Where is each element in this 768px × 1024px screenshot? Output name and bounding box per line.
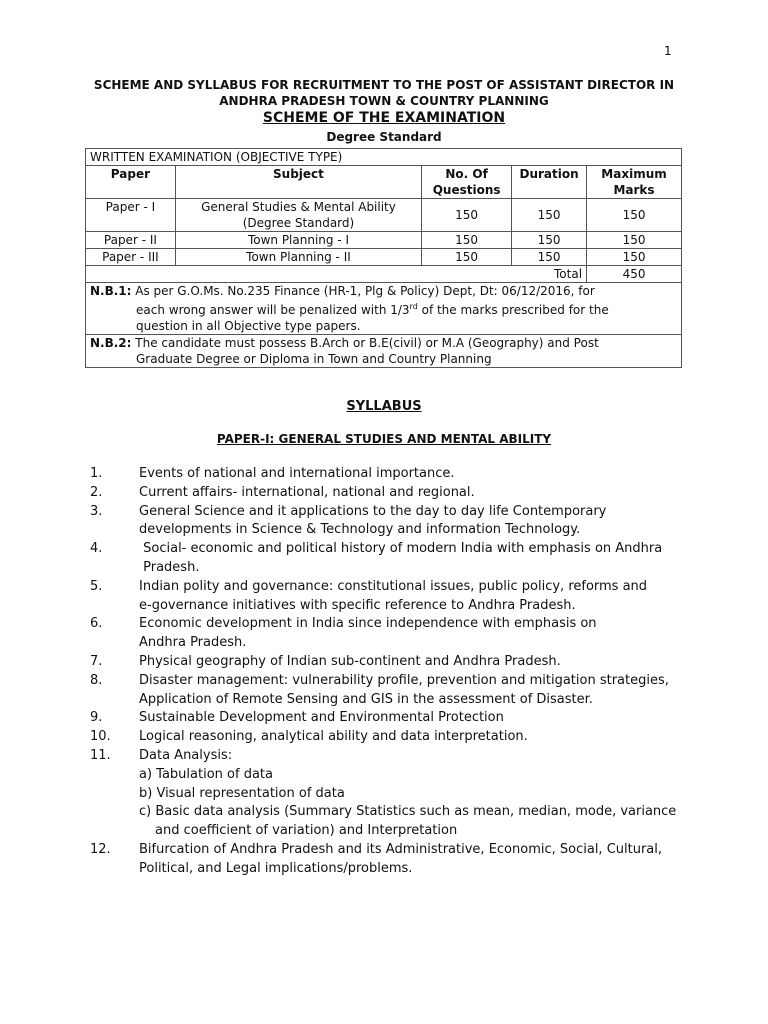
list-item-number: 2.	[90, 484, 103, 500]
list-item-text: Logical reasoning, analytical ability and data interpretation.	[139, 729, 528, 745]
list-item-text: Physical geography of Indian sub-continent and Andhra Pradesh.	[139, 653, 561, 669]
note-1-line-3: question in all Objective type papers.	[136, 319, 361, 333]
marks-cell: 150	[587, 249, 682, 266]
note-row-2	[86, 335, 682, 368]
note-1	[86, 283, 682, 335]
list-item-number: 11.	[90, 747, 111, 763]
list-sub-item: a) Tabulation of data	[139, 766, 273, 782]
scheme-heading: SCHEME OF THE EXAMINATION	[262, 110, 506, 126]
list-item-text: Events of national and international importance.	[139, 466, 455, 481]
table-row	[86, 249, 682, 266]
total-row	[86, 266, 682, 283]
list-item	[90, 578, 710, 616]
subject-cell	[175, 199, 421, 232]
header-questions-line-1: No. Of	[445, 167, 488, 181]
table-row	[86, 199, 682, 232]
duration-cell: 150	[512, 249, 587, 266]
list-item-text: Economic development in India since independence with emphasis on	[139, 616, 597, 632]
list-item-number: 10.	[90, 729, 111, 745]
questions-cell: 150	[422, 199, 512, 232]
paper-cell: Paper - I	[86, 199, 176, 232]
list-item	[90, 615, 710, 653]
list-item	[90, 540, 710, 578]
list-item-text: Data Analysis:	[139, 747, 233, 763]
marks-cell: 150	[587, 232, 682, 249]
list-item-number: 8.	[90, 672, 103, 688]
list-item	[90, 672, 710, 710]
note-1-line-1: As per G.O.Ms. No.235 Finance (HR-1, Plg & Policy) Dept, Dt: 06/12/2016, for	[131, 284, 595, 298]
list-sub-item: c) Basic data analysis (Summary Statistics such as mean, median, mode, variance	[139, 804, 677, 820]
paper-cell: Paper - III	[86, 249, 176, 266]
list-item	[90, 465, 710, 484]
list-item-text: Application of Remote Sensing and GIS in the assessment of Disaster.	[139, 691, 593, 707]
subject-line-1: General Studies & Mental Ability	[201, 200, 396, 214]
header-questions	[422, 166, 512, 199]
list-item-text: Current affairs- international, national and regional.	[139, 484, 475, 500]
list-item-number: 3.	[90, 503, 103, 519]
header-marks	[587, 166, 682, 199]
list-item-text: General Science and it applications to the day to day life Contemporary	[139, 503, 607, 519]
table-caption-row	[86, 149, 682, 166]
note-row-1	[86, 283, 682, 335]
list-item	[90, 841, 710, 879]
list-item-text: Political, and Legal implications/problems.	[139, 860, 413, 876]
document-title	[60, 77, 708, 109]
list-item-text: Indian polity and governance: constitutional issues, public policy, reforms and	[139, 578, 648, 594]
list-sub-item-continuation: and coefficient of variation) and Interpretation	[155, 823, 458, 839]
paper-cell: Paper - II	[86, 232, 176, 249]
list-item	[90, 709, 710, 728]
list-item	[90, 728, 710, 747]
note-1-line-2a: each wrong answer will be penalized with 1/3	[136, 303, 410, 317]
subject-line-2: (Degree Standard)	[242, 216, 355, 230]
note-1-line-2	[90, 299, 677, 318]
list-item-number: 7.	[90, 653, 103, 669]
list-item-text: Sustainable Development and Environmental Protection	[139, 710, 504, 726]
list-item-number: 1.	[90, 466, 103, 481]
table-header-row	[86, 166, 682, 199]
note-2-label: N.B.2:	[90, 336, 132, 350]
questions-cell: 150	[422, 232, 512, 249]
document-title-line-1: SCHEME AND SYLLABUS FOR RECRUITMENT TO THE POST OF ASSISTANT DIRECTOR IN	[93, 78, 675, 92]
page-number: 1	[664, 44, 672, 58]
header-marks-line-1: Maximum	[601, 167, 667, 181]
list-item	[90, 747, 710, 841]
list-item-number: 9.	[90, 710, 103, 726]
list-item	[90, 484, 710, 503]
document-title-line-2: ANDHRA PRADESH TOWN & COUNTRY PLANNING	[219, 94, 549, 108]
header-marks-line-2: Marks	[613, 183, 655, 197]
list-item-text: e-governance initiatives with specific reference to Andhra Pradesh.	[139, 597, 576, 613]
total-value: 450	[587, 266, 682, 283]
list-item-text: Pradesh.	[139, 559, 200, 575]
note-2-line-2: Graduate Degree or Diploma in Town and Country Planning	[136, 352, 492, 366]
table-row	[86, 232, 682, 249]
syllabus-heading: SYLLABUS	[346, 399, 422, 414]
list-sub-item: b) Visual representation of data	[139, 785, 345, 801]
subject-cell: Town Planning - II	[175, 249, 421, 266]
list-item-number: 6.	[90, 616, 103, 632]
total-label: Total	[86, 266, 587, 283]
duration-cell: 150	[512, 199, 587, 232]
header-paper: Paper	[86, 166, 176, 199]
list-item-text: Andhra Pradesh.	[139, 635, 247, 651]
list-item-text: Disaster management: vulnerability profile, prevention and mitigation strategies,	[139, 672, 669, 688]
list-item-number: 4.	[90, 541, 103, 557]
note-2-line-1: The candidate must possess B.Arch or B.E(civil) or M.A (Geography) and Post	[131, 336, 599, 350]
table-caption: WRITTEN EXAMINATION (OBJECTIVE TYPE)	[86, 149, 682, 166]
list-item-text: Bifurcation of Andhra Pradesh and its Administrative, Economic, Social, Cultural,	[139, 841, 663, 857]
note-2	[86, 335, 682, 368]
note-1-line-2b: of the marks prescribed for the	[417, 303, 609, 317]
questions-cell: 150	[422, 249, 512, 266]
list-item-number: 12.	[90, 841, 111, 857]
header-questions-line-2: Questions	[432, 183, 501, 197]
list-item	[90, 653, 710, 672]
list-item-text: Social- economic and political history of modern India with emphasis on Andhra	[139, 541, 663, 557]
header-subject: Subject	[175, 166, 421, 199]
paper-1-heading: PAPER-I: GENERAL STUDIES AND MENTAL ABILITY	[216, 432, 552, 446]
duration-cell: 150	[512, 232, 587, 249]
list-item-text: developments in Science & Technology and information Technology.	[139, 522, 581, 538]
degree-standard-label: Degree Standard	[326, 130, 442, 144]
syllabus-topic-list	[90, 465, 710, 879]
scheme-table	[85, 148, 682, 368]
header-duration: Duration	[512, 166, 587, 199]
list-item	[90, 503, 710, 541]
marks-cell: 150	[587, 199, 682, 232]
subject-cell: Town Planning - I	[175, 232, 421, 249]
note-1-label: N.B.1:	[90, 284, 132, 298]
note-1-superscript: rd	[409, 302, 418, 311]
list-item-number: 5.	[90, 578, 103, 594]
